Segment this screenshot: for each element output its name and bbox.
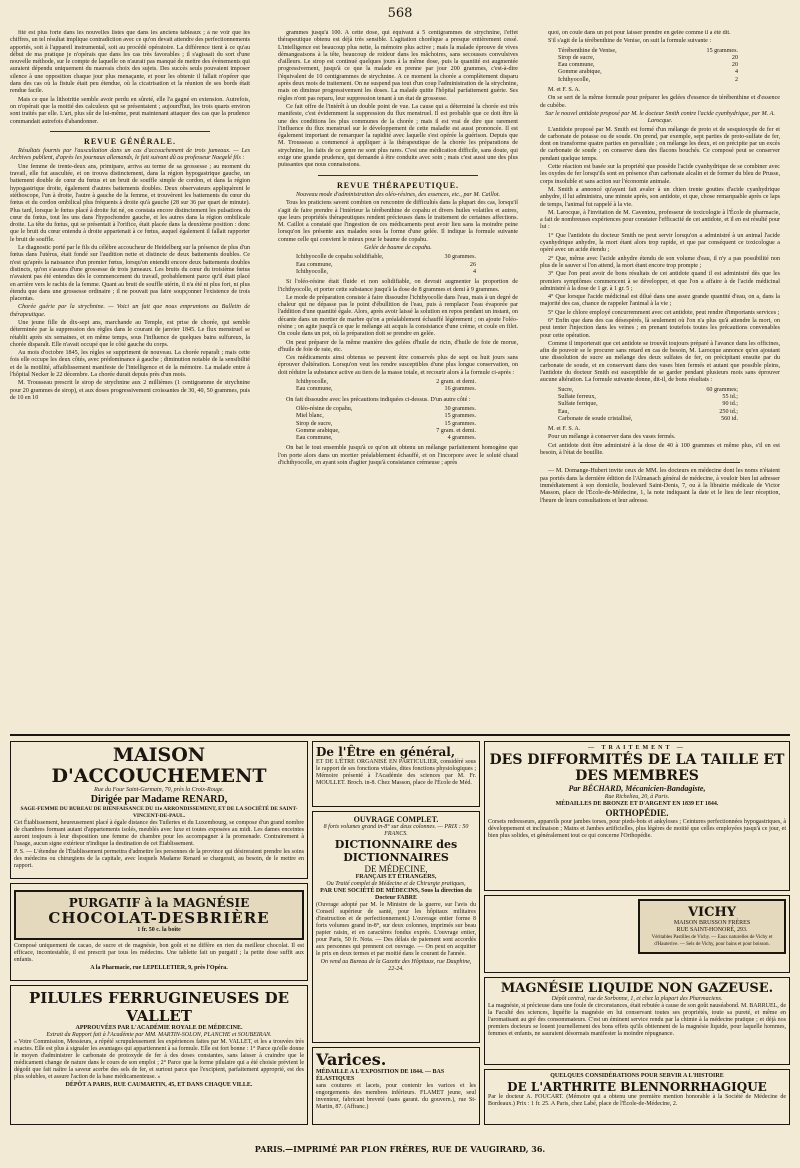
ad-body: ET DE L'ÊTRE ORGANISÉ EN PARTICULIER, considéré sous le rapport de ses fonctions vitales, dites fonctions physiologiques ; Mémoire présenté à l'Académie des sciences par M. Fr. MOULLET. Broch. in-8. Chez Masson, place de l'École de Méd. [316,759,476,786]
formula-quantity: 560 id. [721,415,738,422]
formula-row [296,406,476,413]
vichy-label-image [638,899,786,954]
paragraph: Au mois d'octobre 1845, les règles se suppriment de nouveau. La chorée reparaît ; mais cette fois elle occupe les deux côtés, avec prédominance à gauche ; diminution notable de la sensibilité et de la motilité, affaiblissement manifeste de l'intelligence et de la mémoire. La malade entre à l'hôpital Necker le 22 décembre. La chorée durait depuis près d'un mois. [10,350,250,379]
formula-ingredient: Carbonate de soude cristallisé, [558,415,633,422]
paragraph: Le diagnostic porté par le fils du célèbre accoucheur de Heidelberg sur la présence de plus d'un fœtus dans l'utérus, était fondé sur l'audition nette et distincte de deux battements doubles. Ce n'est qu'après la naissance d'un premier fœtus, lorsqu'on entendit encore deux battements doubles distincts, qu'on s'assura d'une grossesse de trois jumeaux. Les bruits du cœur du troisième fœtus n'avaient pas été entendus dès le commencement du travail, probablement parce qu'il était placé en arrière vers le rachis de la femme. Quant au bruit de souffle utérin, il n'a été ni plus fort, ni plus étendu que dans une grossesse ordinaire ; il ne pouvait pas faire soupçonner l'existence de trois placentas. [10,245,250,303]
paragraph: Cet antidote doit être administré à la dose de 40 à 100 grammes et même plus, s'il en est besoin, à l'état de bouillie. [540,442,780,457]
formula-quantity: 4 [734,69,738,76]
formula-quantity: 15 grammes. [444,420,476,427]
paragraph: Mais ce que la lithotritie semble avoir perdu en sûreté, elle l'a gagné en extension. Autrefois, on n'opérait que la moitié des calculeux qui se présentaient ; aujourd'hui, les trois quarts environ sont traités par elle. L'art, plus sûr de lui-même, peut maintenant attaquer des cas que la prudence commandait autrefois d'abandonner. [10,96,250,125]
ad-title: PURGATIF à la MAGNÉSIE [68,896,250,910]
ad-approval: APPROUVÉES PAR L'ACADÉMIE ROYALE DE MÉDECINE. [75,1025,243,1031]
ad-field: DE MÉDECINE, [364,864,428,874]
column-2 [278,30,518,485]
paragraph: — M. Domange-Hubert invite ceux de MM. les docteurs en médecine dont les noms n'étaient pas portés dans la dernière édition de l'Almanach général de médecine, à vouloir bien lui adresser immédiatement à son domicile, boulevard Saint-Denis, 7, ou à la librairie médicale de Victor Masson, place de l'École-de-Médecine, 1, la note indiquant la date et le lieu de leur réception, l'heure de leurs consultations et leur adresse. [540,468,780,504]
ad-section: ORTHOPÉDIE. [605,808,669,818]
formula-ingredient: Oléo-résine de copahu, [296,405,353,412]
formula-table [296,254,518,276]
ad-credentials: SAGE-FEMME DU BUREAU DE BIENFAISANCE DU 11e ARRONDISSEMENT, ET DE LA SOCIÉTÉ DE SAINT-VINCENT-DE-PAUL. [20,806,298,819]
ad-director: Dirigée par Madame RENARD, [90,794,228,805]
ad-varices [312,1047,480,1125]
ad-pilules-vallet [10,985,308,1125]
paragraph: quoi, on coule dans un pot pour laisser prendre en gelée comme il a été dit. [548,30,731,36]
formula-ingredient: Sirop de sucre, [296,420,333,427]
formula-quantity: 55 id.; [722,393,738,400]
formula-quantity: 90 id.; [722,401,738,408]
formula-row [296,379,476,386]
formula-quantity: 30 grammes. [444,254,476,261]
paragraph: Comme il importerait que cet antidote se trouvât toujours préparé à l'avance dans les officines, afin de pouvoir se le procurer sans retard en cas de besoin, M. Larocque annonce qu'en ajoutant une dissolution de sucre au mélange des deux sulfates de fer, on précipitant ensuite par du carbonate de soude, et en conservant dans des vases bien fermés et autant que possible pleins, l'antidote du docteur Smith est susceptible de se garder pendant plusieurs mois sans éprouver aucune altération. La formule suivante donne, dit-il, de bons résultats : [540,340,780,384]
formula-row [558,48,738,55]
formula-row [558,409,738,416]
formula-ingredient: Eau commune, [296,386,333,393]
formula-row [558,387,738,394]
article-title: Chorée guérie par la strychnine. — Voici un fait que nous empruntons au Bulletin de thérapeutique. [10,304,250,318]
ad-title: PILULES FERRUGINEUSES DE VALLET [28,989,290,1025]
paragraph: M. Smith a annoncé qu'ayant fait avaler à un chien trente gouttes d'acide cyanhydrique anhydre, il lui administra, une minute après, son antidote, et que, chose remarquable après ce laps de temps, l'animal fut rappelé à la vie. [540,186,780,208]
paragraph: Ces médicaments ainsi obtenus se peuvent être conservés plus de sept ou huit jours sans éprouver d'altération. Lorsqu'on veut les rendre susceptibles d'une plus longue conservation, on doit réduire la substance active au tiers de la masse totale, et recourir alors à la formule ci-après : [278,355,518,376]
paragraph: Ce fait offre de l'intérêt à un double point de vue. La cause qui a déterminé la chorée est très manifeste, c'est évidemment la suppression du flux menstruel. Il est probable que ce doit être là une des conditions les plus communes de la chorée ; mais il est vrai de dire que rarement l'influence du flux menstruel sur le développement de cette maladie est aussi prononcée. Il est également important de remarquer la rapidité avec laquelle s'est opérée la guérison. Depuis que M. Trousseau a commencé à appliquer à la thérapeutique de la chorée les préparations de strychnine, les faits de ce genre ne sont plus rares. C'est une médication difficile, sans doute, qui exige une grande prudence, qui demande à être conduite avec soin ; mais c'est aussi une des plus puissantes que nous connaissions. [278,103,518,169]
ad-purgatif [10,883,308,981]
ad-address: Rue Richelieu, 20, à Paris. [604,794,670,800]
page-number: 568 [387,6,413,21]
paragraph: L'antidote proposé par M. Smith est formé d'un mélange de proto et de sesquioxyde de fer et de carbonate de potasse ou de soude. On prend, par exemple, sept parties de proto-sulfate de fer, dont on transforme quatre parties en persulfate ; on mélange les deux, et on précipite par un excès de carbonate de soude ; on conserve dans des flacons bouchés. Ce composé peut se conserver pendant quelque temps. [540,126,780,162]
paragraph: Une femme de trente-deux ans, primipare, arriva au terme de sa grossesse ; au moment du travail, elle fut auscultée, et on trouva distinctement, dans la région hypogastrique gauche, un battement double de cœur du fœtus et un bruit de souffle simple de cordon, et dans la région hypogastrique droite, également d'autres battements doubles. Deux observateurs appliquèrent le stéthoscope, l'un à droite, l'autre à gauche de la femme, et trouvèrent les battements du cœur du fœtus et du cordon ombilical plus fréquents à droite qu'à gauche (28 sur 36 par quart de minute). Plus tard, lorsque le fœtus placé à droite fut né, on constata encore distinctement les pulsations du cœur du fœtus, tout les uns dans l'hypochondre gauche, et les autres dans la région ombilicale droite. La tête du fœtus, qui se présentait à l'orifice, était placée dans la deuxième position : donc que le bruit du cœur entendu à droite appartenait à ce fœtus, auquel également il fallait rapporter le bruit de souffle. [10,163,250,243]
ad-price: 1 fr. 50 c. la boîte [137,927,181,933]
paragraph: M. Trousseau prescrit le sirop de strychnine aux 2 millièmes (1 centigramme de strychnine pour 20 grammes de sirop), et aux doses progressivement croissantes de 30, 40, 50 grammes, puis de 10 en 10 [10,380,250,401]
paragraph: 5° Que le chlore employé concurremment avec cet antidote, peut rendre d'importants services ; [548,309,780,316]
paragraph: 3° Que l'on peut avoir de bons résultats de cet antidote quand il est administré dès que les premiers symptômes commencent à se développer, et que l'on a affaire à de l'acide médicinal administré à la dose de 1 gr. à 1 gr. 5 ; [540,271,780,292]
ad-body: Corsets redresseurs, appareils pour jambes torses, pour pieds-bots et ankyloses ; Ceintures perfectionnées hypogastriques, à développement et inclinaison ; Mains et Jambes artificielles, plus légères de moitié que celles employées jusqu'à ce jour, et bien plus solides, et généralement tout ce qui concerne l'Orthopédie. [488,819,786,839]
divider [580,462,740,463]
ad-body: La magnésie, si précieuse dans une foule de circonstances, était rebutée à cause de son goût nauséabond. M. BARRUEL, de la Faculté des sciences, liquéfie la magnésie en lui conservant toutes ses propriétés, toute sa pureté, et même en l'aromatisant au gré des consommateurs. C'est un éminent service rendu par la chimie à la médecine pratique ; et déjà nos premiers docteurs se louent journellement des bons effets qu'ils obtiennent de la magnésie liquide, pour laquelle hommes, femmes et enfants, ne sauraient désormais manifester la moindre répugnance. [488,1003,786,1037]
formula-row [296,421,476,428]
formula-row [558,69,738,76]
formula-ingredient: Gomme arabique, [296,427,340,434]
paragraph: 6° Enfin que dans des cas désespérés, là seulement où l'on n'a plus qu'à attendre la mort, on peut tenter l'injection dans les veines ; en prenant toutefois toutes les précautions convenables pour cette opération. [540,317,780,339]
ad-difformites [484,741,790,891]
paragraph: Le mode de préparation consiste à faire dissoudre l'ichthyocolle dans l'eau, mais à un degré de chaleur qui ne dépasse pas le point d'ébullition de l'eau, puis à remplacer l'eau évaporée par l'addition d'une quantité égale. Alors, après avoir laissé la solution en repos pendant un instant, on décante dans un mortier de marbre qu'on a préalablement échauffé légèrement ; on ajoute l'oléo-résine ; on agite jusqu'à ce que le mélange ait acquis la consistance d'une crème, et coule en filet. On coule dans un pot, où la préparation doit se prendre en gelée. [278,294,518,338]
ad-title: Varices. [316,1050,387,1069]
ad-body: sans coutures et lacets, pour contenir les varices et les engorgements des membres inférieurs. FLAMET jeune, seul inventeur, fabricant breveté (sans garant. du gouvern.), rue St-Martin, 87. (Affranc.) [316,1083,476,1110]
paragraph: 4° Que lorsque l'acide médicinal est dilué dans une assez grande quantité d'eau, on a, dans la majorité des cas, chance de rappeler l'animal à la vie ; [540,294,780,308]
ad-arthrite [484,1069,790,1125]
ad-subtitle: 8 forts volumes grand in-8° sur deux colonnes. — PRIX : 50 FRANCS. [323,824,469,837]
paragraph: fité est plus forte dans les nouvelles listes que dans les anciens tableaux ; à ne voir que les chiffres, un tel résultat implique contradiction avec ce qu'on devait attendre des perfectionnements apportés, soit à l'appareil instrumental, soit au procédé opératoire. La différence tient à ce qu'au début de ma pratique je n'opérais que dans les cas très favorables ; il s'agissait du sort d'une nouvelle méthode, sur le compte de laquelle on n'aurait pas manqué de mettre des événements qui auraient dépendu uniquement du mauvais choix des sujets. Des succès seuls pouvaient imposer silence à une opposition chaque jour plus menaçante, et pour les obtenir il fallait n'opérer que dans des cas où la fistule était peu étendue, où la cicatrisation et la réunion de ses bords était rendue facile. [10,30,250,95]
ad-body: Composé uniquement de cacao, de sucre et de magnésie, bon goût et ne diffère en rien du meilleur chocolat. Il est efficace, incontestable, il est prescrit par tous les médecins. Une tablette fait un purgatif ; la petite dose suffit aux enfants. [14,943,304,963]
formula-ingredient: Gomme arabique, [558,69,602,76]
paragraph: 2° Que, même avec l'acide anhydre étendu de son volume d'eau, il n'y a pas possibilité non plus de le sauver si l'on attend, la mort étant encore trop prompte ; [540,255,780,269]
paragraph: Si l'oléo-résine était fluide et non solidifiable, on devrait augmenter la proportion de l'ichthyocolle, et porter cette substance jusqu'à la dose de 8 grammes et demi à 9 grammes. [278,279,518,293]
ad-depot: On vend au Bureau de la Gazette des Hôpitaux, rue Dauphine, 22-24. [320,959,472,972]
formula-quantity: 20 [731,54,738,61]
paragraph: M. et F. S. A. [548,87,581,94]
formula-quantity: 7 gram. et demi. [436,427,476,434]
formula-ingredient: Miel blanc, [296,413,324,420]
article-title: Sur le nouvel antidote proposé par M. le docteur Smith contre l'acide cyanhydrique, par M. A. Larocque. [545,110,775,125]
paragraph: On se sert de la même formule pour préparer les gelées d'essence de térébenthine et d'essence de cubèbe. [540,95,780,109]
formula-quantity: 4 grammes. [447,435,476,442]
paragraph: On fait dissoudre avec les précautions indiquées ci-dessus. D'un autre côté : [286,396,471,403]
formula-row [558,416,738,423]
ad-address: A la Pharmacie, rue LEPELLETIER, 9, près l'Opéra. [90,965,228,971]
formula-ingredient: Ichthyocolle, [296,268,328,275]
formula-table [558,387,780,423]
paragraph: grammes jusqu'à 100. A cette dose, qui équivaut à 5 centigrammes de strychnine, l'effet thérapeutique obtenu est déjà très sensible. L'agitation choréique a presque entièrement cessé. L'intelligence est beaucoup plus nette, la mémoire plus active ; mais la malade éprouve de vives démangeaisons à la tête, beaucoup de roideur dans les mâchoires, sans secousses convulsives d'ailleurs. Le sirop est continué quelques jours à la même dose, puis la quantité est augmentée progressivement, jusqu'à ce que la malade en prenne par jour 200 grammes, c'est-à-dire l'équivalent de 10 centigrammes de strychnine. A ce moment la chorée a complètement disparu après deux mois de traitement. On ne suspend pas tout d'un coup l'administration de la strychnine, mais on diminue progressivement les doses. La malade quitte l'hôpital parfaitement guérie. Ses règles n'ont pas reparu, leur suppression tenant à un état de grossesse. [278,30,518,102]
article-title: Nouveau mode d'administration des oléo-résines, des essences, etc., par M. Caillot. [295,191,501,198]
formula-ingredient: Ichthyocolle de copahu solidifiable, [296,254,384,261]
paragraph: S'il s'agit de la térébenthine de Venise, on suit la formule suivante : [548,38,712,45]
formula-ingredient: Sulfate ferrique, [558,401,598,408]
chocolate-package-image [14,890,304,940]
section-heading-revue-generale: REVUE GÉNÉRALE. [84,136,176,146]
ad-kicker: QUELQUES CONSIDÉRATIONS POUR SERVIR A L'HISTOIRE [550,1073,724,1079]
ad-body: Cet Établissement, heureusement placé à égale distance des Tuileries et du Luxembourg, se compose d'un grand nombre de chambres formant autant d'appartements isolés, meublés avec luxe et toutes exposées au midi. Les dames enceintes auront toujours à leur disposition une femme de chambre pour les accompagner à la promenade. Contrairement à l'usage, aucun signe extérieur n'indique la destination de cet Établissement. [14,820,304,847]
ad-title: VICHY [687,905,737,920]
article-title: Résultats fournis par l'auscultation dans un cas d'accouchement de trois jumeaux. — Les Archives publient, d'après les journaux allemands, le fait suivant dû au professeur Naegelé fils : [10,148,250,162]
paragraph: Une jeune fille de dix-sept ans, marchande au Temple, est prise de chorée, qui semble déterminée par la suppression des règles dans le courant de janvier 1845. Le flux menstruel se rétablit après six semaines, et en même temps, sous l'influence de quelques bains sulfureux, la chorée disparaît. Elle n'avait occupé que le côté gauche du corps. [10,319,250,348]
formula-row [296,428,476,435]
formula-ingredient: Ichthyocolle, [296,379,328,386]
printer-imprint: PARIS.—IMPRIMÉ PAR PLON FRÈRES, RUE DE VAUGIRARD, 36. [254,1144,546,1154]
ad-kicker: OUVRAGE COMPLET. [353,815,439,824]
ad-brand: CHOCOLAT-DESBRIÈRE [48,909,270,927]
formula-row [558,62,738,69]
paragraph: On peut préparer de la même manière des gelées d'huile de ricin, d'huile de foie de morue, d'huile de foie de raie, etc. [278,339,518,353]
formula-row [296,386,476,393]
ad-depot: DÉPÔT A PARIS, RUE CAUMARTIN, 45, ET DANS CHAQUE VILLE. [65,1082,253,1088]
paragraph: 1° Que l'antidote du docteur Smith ne peut servir lorsqu'on a administré à un animal l'acide cyanhydrique anhydre, la mort étant alors trop rapide, et que par conséquent ce toxicologue a opéré avec un acide étendu ; [540,232,780,254]
formula-row [558,401,738,408]
paragraph: Tous les praticiens savent combien on rencontre de difficultés dans la plupart des cas, lorsqu'il s'agit de faire prendre à l'intérieur la térébenthine de copahu et divers huiles volatiles et autres, que leurs propriétés thérapeutiques rendent précieuses dans le traitement de certaines affections. M. Caillot a constaté que l'ingestion de ces médicaments peut avoir lieu sans la moindre peine lorsqu'on les présente aux malades sous la forme d'une gelée. Il indique la formule suivante comme celle qui convient le mieux pour le baume de copahu. [278,200,518,243]
formula-table [296,406,518,442]
newspaper-page [10,6,790,1156]
ad-description: Ou Traité complet de Médecine et de Chirurgie pratiques, [326,881,466,887]
formula-row [558,77,738,84]
formula-row [296,262,476,269]
ad-body: Par le docteur A. FOUCART. (Mémoire qui a obtenu une première mention honorable à la Société de Médecine de Bordeaux.) Prix : 1 fr. 25. A Paris, chez Labé, place de l'École-de-Médecine, 2. [488,1094,786,1107]
formula-row [558,55,738,62]
formula-row [296,269,476,276]
formula-ingredient: Ichthyocolle, [558,76,590,83]
formula-quantity: 16 grammes. [444,386,476,393]
formula-table [558,48,780,84]
recipe-title: Gelée de baume de copahu. [364,245,432,252]
ad-body: « Votre Commission, Messieurs, a répété scrupuleusement les expériences faites par M. VALLET, et les a trouvées très exactes. Elle est plus à signaler les avantages qui appartiennent à sa formule. Elle est fort bonne : 1° Parce qu'elle donne le moyen d'administrer le carbonate de protoxyde de fer à des doses constantes, sans laisser à craindre que le médicament change de nature dans le cours de son emploi ; 2° Parce que la forme pilulaire qui a été choisie prévient le dégoût que fait naître la saveur acerbe des sels de fer, et surtout parce que l'excipient, parfaitement approprié, est des plus solubles, et assure l'action de la base médicamenteuse. » [14,1039,304,1080]
ad-etre-general [312,741,480,807]
formula-quantity: 4 [472,268,476,275]
formula-quantity: 15 grammes. [444,413,476,420]
ad-authors: PAR UNE SOCIÉTÉ DE MÉDECINS, Sous la direction du Docteur FABRE [320,888,472,901]
paragraph: On bat le tout ensemble jusqu'à ce qu'on ait obtenu un mélange parfaitement homogène que l'on porte alors dans un mortier préalablement échauffé, et on l'incorpore avec le soluté chaud d'ichthyocolle, en ayant soin d'agiter jusqu'à consistance crémeuse ; après [278,445,518,467]
paragraph: Pour un mélange à conserver dans des vases fermés. [548,434,676,441]
ad-banner: — TRAITEMENT — [588,745,686,751]
divider [318,175,478,176]
formula-quantity: 60 grammes; [706,386,738,393]
column-1 [10,30,250,850]
ad-title: DICTIONNAIRE des DICTIONNAIRES [334,838,458,864]
formula-quantity: 30 grammes. [444,405,476,412]
paragraph: Cette réaction est basée sur la propriété que possède l'acide cyanhydrique de se combiner avec les oxydes de fer lorsqu'ils sont en présence d'un carbonate alcalin et de former du bleu de Prusse, corps insoluble et sans action sur l'économie animale. [540,164,780,185]
ad-body: (Ouvrage adopté par M. le Ministre de la guerre, sur l'avis du Conseil supérieur de santé, pour les hôpitaux militaires d'instruction et de perfectionnement.) L'ouvrage entier forme 8 forts volumes grand in-8°, sur deux colonnes, imprimés sur beau papier raisin, et en caractères fondus exprès. L'ouvrage entier, pour Paris, 50 fr. Nota. — Des délais de paiement sont accordés aux personnes qui prennent cet ouvrage. — On peut en acquitter le prix en deux termes et par moitié dans le courant de l'année. [316,902,476,957]
ad-maker: Par BÉCHARD, Mécanicien-Bandagiste, [568,784,706,793]
ad-postscript: P. S. — L'étendue de l'Établissement permettra d'admettre les personnes de la province qui désireraient prendre les soins des médecins ou chirurgiens de la capitale, avec lesquels Madame Renard se chargerait, au besoin, de le mettre en rapport. [14,849,304,869]
ad-address: RUE SAINT-HONORÉ, 293. [676,927,748,933]
ad-title: DES DIFFORMITÉS DE LA TAILLE ET DES MEMBRES [489,752,785,784]
column-3 [540,30,780,730]
formula-quantity: 26 [469,261,476,268]
formula-quantity: 2 gram. et demi. [436,379,476,386]
formula-quantity: 15 grammes. [706,47,738,54]
ad-vichy [484,895,790,973]
ads-top-rule [10,734,790,736]
formula-quantity: 2 [734,76,738,83]
ad-body: Véritables Pastilles de Vichy. — Eaux naturelles de Vichy et d'Hauterive. — Sels de Vichy, pour bains et pour boisson. [651,935,773,947]
formula-row [296,413,476,420]
paragraph: M. et F. S. A. [548,426,581,433]
paragraph: M. Larocque, à l'invitation de M. Caventou, professeur de toxicologie à l'École de pharmacie, a fait de nombreuses expériences pour constater l'efficacité de cet antidote, et il en est résulté pour lui : [540,209,780,231]
formula-ingredient: Eau commune, [296,435,333,442]
ad-title: MAGNÉSIE LIQUIDE NON GAZEUSE. [500,981,774,996]
formula-ingredient: Sulfate ferreux, [558,393,596,400]
ad-title: DE L'ARTHRITE BLENNORRHAGIQUE [507,1080,767,1094]
formula-table [296,379,518,394]
formula-ingredient: Eau, [558,408,569,415]
ad-maison: MAISON BRUSSON FRÈRES [673,920,751,926]
ad-extract: Extrait du Rapport fait à l'Académie par MM. MARTIN-SOLON, PLANCHE et SOUBEIRAN. [46,1032,272,1038]
formula-ingredient: Eau commune, [558,62,595,69]
formula-ingredient: Sucre, [558,386,574,393]
ad-maison-accouchement [10,741,308,879]
formula-ingredient: Sirop de sucre, [558,54,595,61]
ad-depot: Dépôt central, rue de Sorbonne, 1, et chez la plupart des Pharmaciens. [551,996,723,1002]
ad-dictionnaire [312,811,480,1043]
ad-title: MAISON D'ACCOUCHEMENT [51,744,267,787]
formula-ingredient: Térébenthine de Venise, [558,47,617,54]
ad-medals: MÉDAILLES DE BRONZE ET D'ARGENT EN 1839 ET 1844. [555,801,719,807]
ad-lang: FRANÇAIS ET ÉTRANGERS, [355,874,437,880]
formula-row [296,435,476,442]
advertisements [10,741,790,1136]
ad-medal: MÉDAILLE A L'EXPOSITION DE 1844. — BAS ÉLASTIQUES [316,1069,445,1082]
formula-quantity: 20 [731,62,738,69]
formula-quantity: 250 id.; [719,408,738,415]
ad-magnesie [484,977,790,1065]
section-heading-revue-therapeutique: REVUE THÉRAPEUTIQUE. [336,180,460,190]
ad-address: Rue du Four Saint-Germain, 70, près la Croix-Rouge. [94,787,224,793]
ad-title: De l'Être en général, [316,745,456,759]
formula-row [296,254,476,261]
formula-ingredient: Eau commune, [296,261,333,268]
divider [50,131,210,132]
